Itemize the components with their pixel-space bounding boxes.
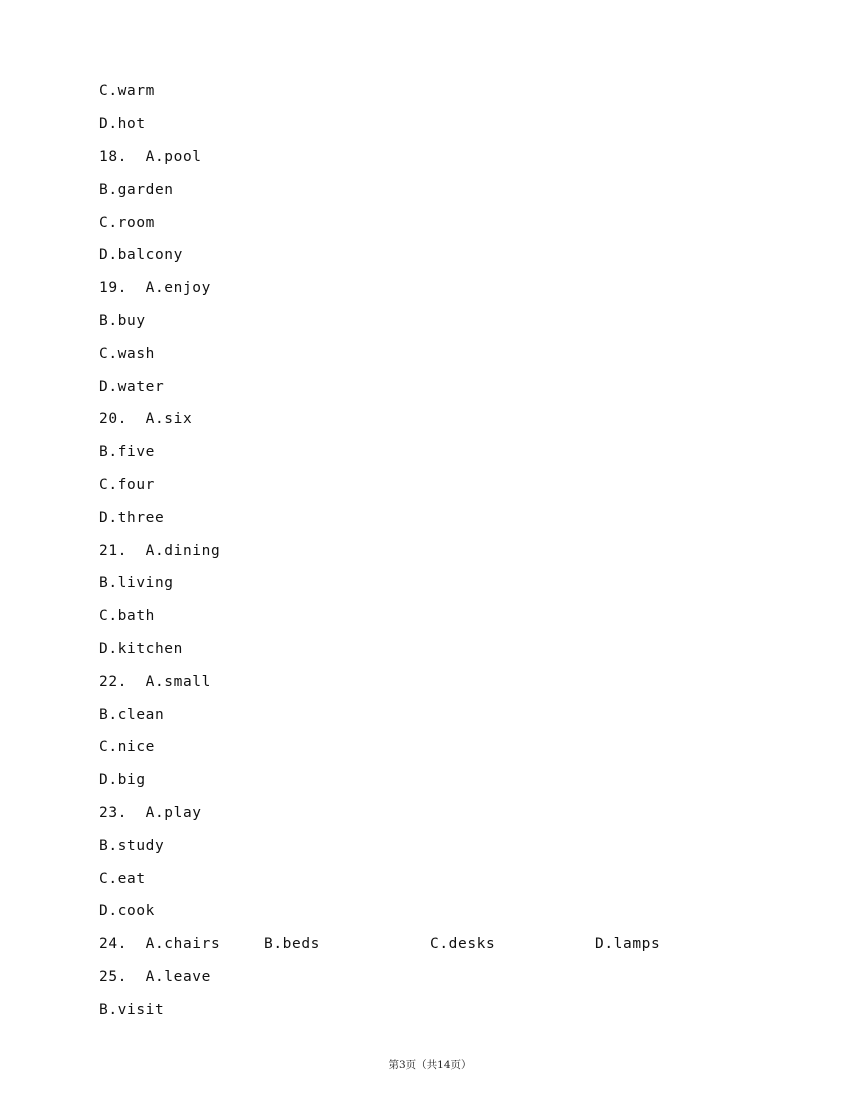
option-line: C.bath <box>99 608 155 624</box>
option-line: D.big <box>99 772 146 788</box>
question-line: 18. A.pool <box>99 149 202 165</box>
option-line: D.kitchen <box>99 641 183 657</box>
option-line: D.hot <box>99 116 146 132</box>
option-line: B.garden <box>99 182 174 198</box>
option-line: B.five <box>99 444 155 460</box>
page-footer: 第3页（共14页） <box>388 1059 472 1071</box>
option-line: B.living <box>99 575 174 591</box>
question-line: 22. A.small <box>99 674 211 690</box>
option-line: B.visit <box>99 1002 165 1018</box>
option-line: C.warm <box>99 83 155 99</box>
question-line: 25. A.leave <box>99 969 211 985</box>
option-line: B.clean <box>99 707 165 723</box>
option-line: D.three <box>99 510 165 526</box>
option-line: C.eat <box>99 871 146 887</box>
question-24-option-b: B.beds <box>264 936 320 952</box>
question-24-option-d: D.lamps <box>595 936 661 952</box>
option-line: D.water <box>99 379 165 395</box>
question-line: 20. A.six <box>99 411 193 427</box>
question-line: 21. A.dining <box>99 543 221 559</box>
question-24-row <box>99 934 719 954</box>
question-line: 23. A.play <box>99 805 202 821</box>
option-line: D.balcony <box>99 247 183 263</box>
option-line: B.study <box>99 838 165 854</box>
question-24-option-a: 24. A.chairs <box>99 936 221 952</box>
option-line: C.four <box>99 477 155 493</box>
option-line: C.nice <box>99 739 155 755</box>
option-line: B.buy <box>99 313 146 329</box>
question-24-option-c: C.desks <box>430 936 496 952</box>
question-line: 19. A.enjoy <box>99 280 211 296</box>
option-line: D.cook <box>99 903 155 919</box>
option-line: C.wash <box>99 346 155 362</box>
option-line: C.room <box>99 215 155 231</box>
